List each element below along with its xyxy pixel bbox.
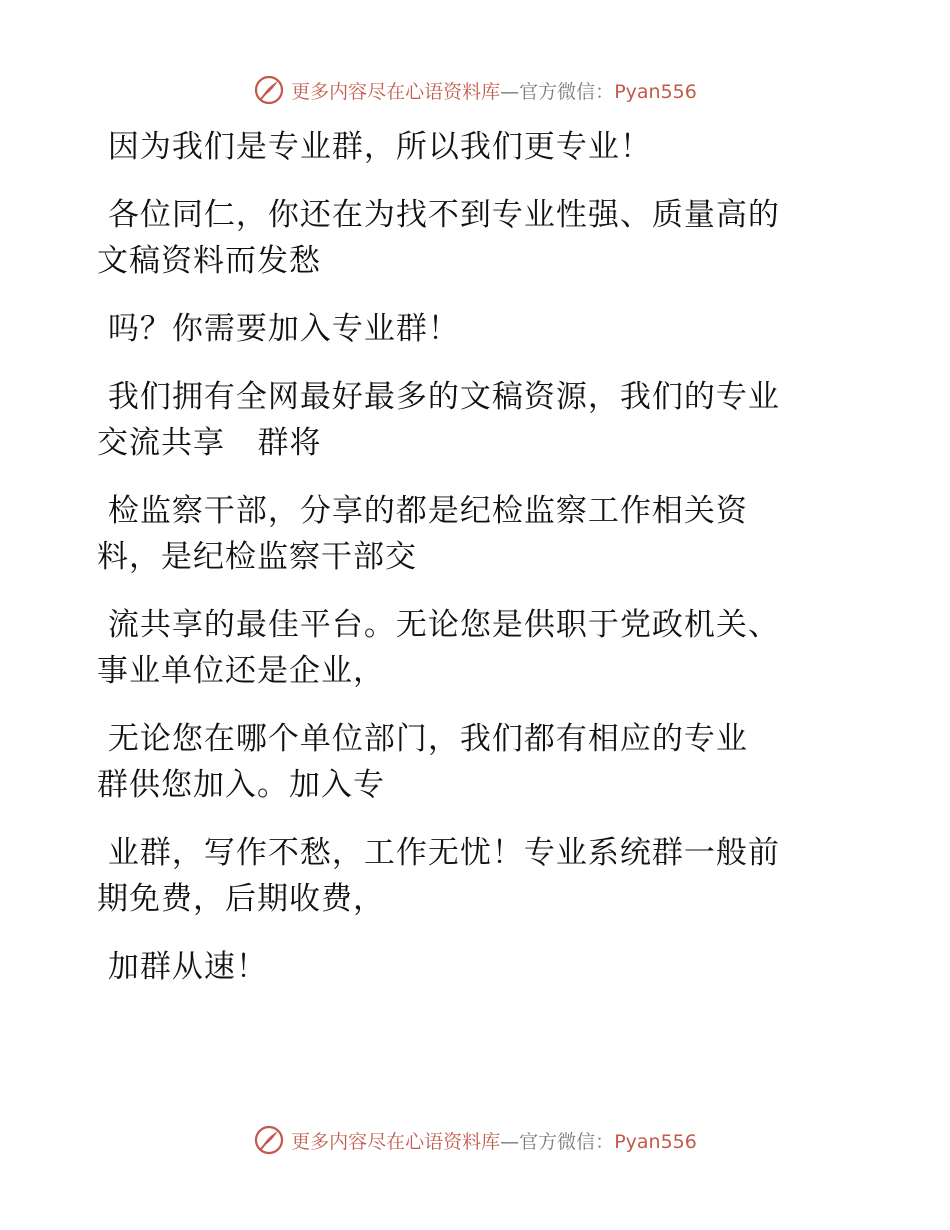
banner-text	[291, 1127, 697, 1154]
text-line: 加群从速！	[97, 949, 268, 985]
paragraph-8	[97, 830, 837, 922]
text-line: 交流共享 群将	[97, 425, 322, 461]
paragraph-9	[97, 944, 837, 990]
banner-text	[291, 77, 697, 104]
text-line: 流共享的最佳平台。无论您是供职于党政机关、	[97, 607, 780, 643]
feather-pen-logo-icon	[253, 74, 285, 106]
paragraph-4	[97, 374, 837, 466]
text-line: 业群，写作不愁，工作无忧！专业系统群一般前	[97, 835, 780, 871]
feather-pen-logo-icon	[253, 1124, 285, 1156]
wechat-id: Pyan556	[614, 80, 697, 103]
paragraph-5	[97, 488, 837, 580]
wechat-id: Pyan556	[614, 1130, 697, 1153]
text-line: 检监察干部，分享的都是纪检监察工作相关资	[97, 493, 748, 529]
paragraph-1	[97, 124, 837, 170]
document-body	[97, 124, 837, 990]
paragraph-2	[97, 192, 837, 284]
text-line: 无论您在哪个单位部门，我们都有相应的专业	[97, 721, 748, 757]
paragraph-3	[97, 306, 837, 352]
banner-separator: —官方微信：	[500, 80, 615, 103]
text-line: 我们拥有全网最好最多的文稿资源，我们的专业	[97, 379, 780, 415]
text-line: 群供您加入。加入专	[97, 767, 385, 803]
text-line: 料，是纪检监察干部交	[97, 539, 417, 575]
paragraph-6	[97, 602, 837, 694]
banner-slogan: 更多内容尽在心语资料库	[291, 1130, 501, 1153]
footer-banner	[0, 1120, 950, 1160]
paragraph-7	[97, 716, 837, 808]
header-banner	[0, 70, 950, 110]
banner-separator: —官方微信：	[500, 1130, 615, 1153]
text-line: 文稿资料而发愁	[97, 243, 321, 279]
text-line: 因为我们是专业群，所以我们更专业！	[97, 129, 652, 165]
text-line: 吗？你需要加入专业群！	[97, 311, 460, 347]
text-line: 期免费，后期收费，	[97, 881, 385, 917]
text-line: 各位同仁，你还在为找不到专业性强、质量高的	[97, 197, 780, 233]
text-line: 事业单位还是企业，	[97, 653, 385, 689]
banner-slogan: 更多内容尽在心语资料库	[291, 80, 501, 103]
